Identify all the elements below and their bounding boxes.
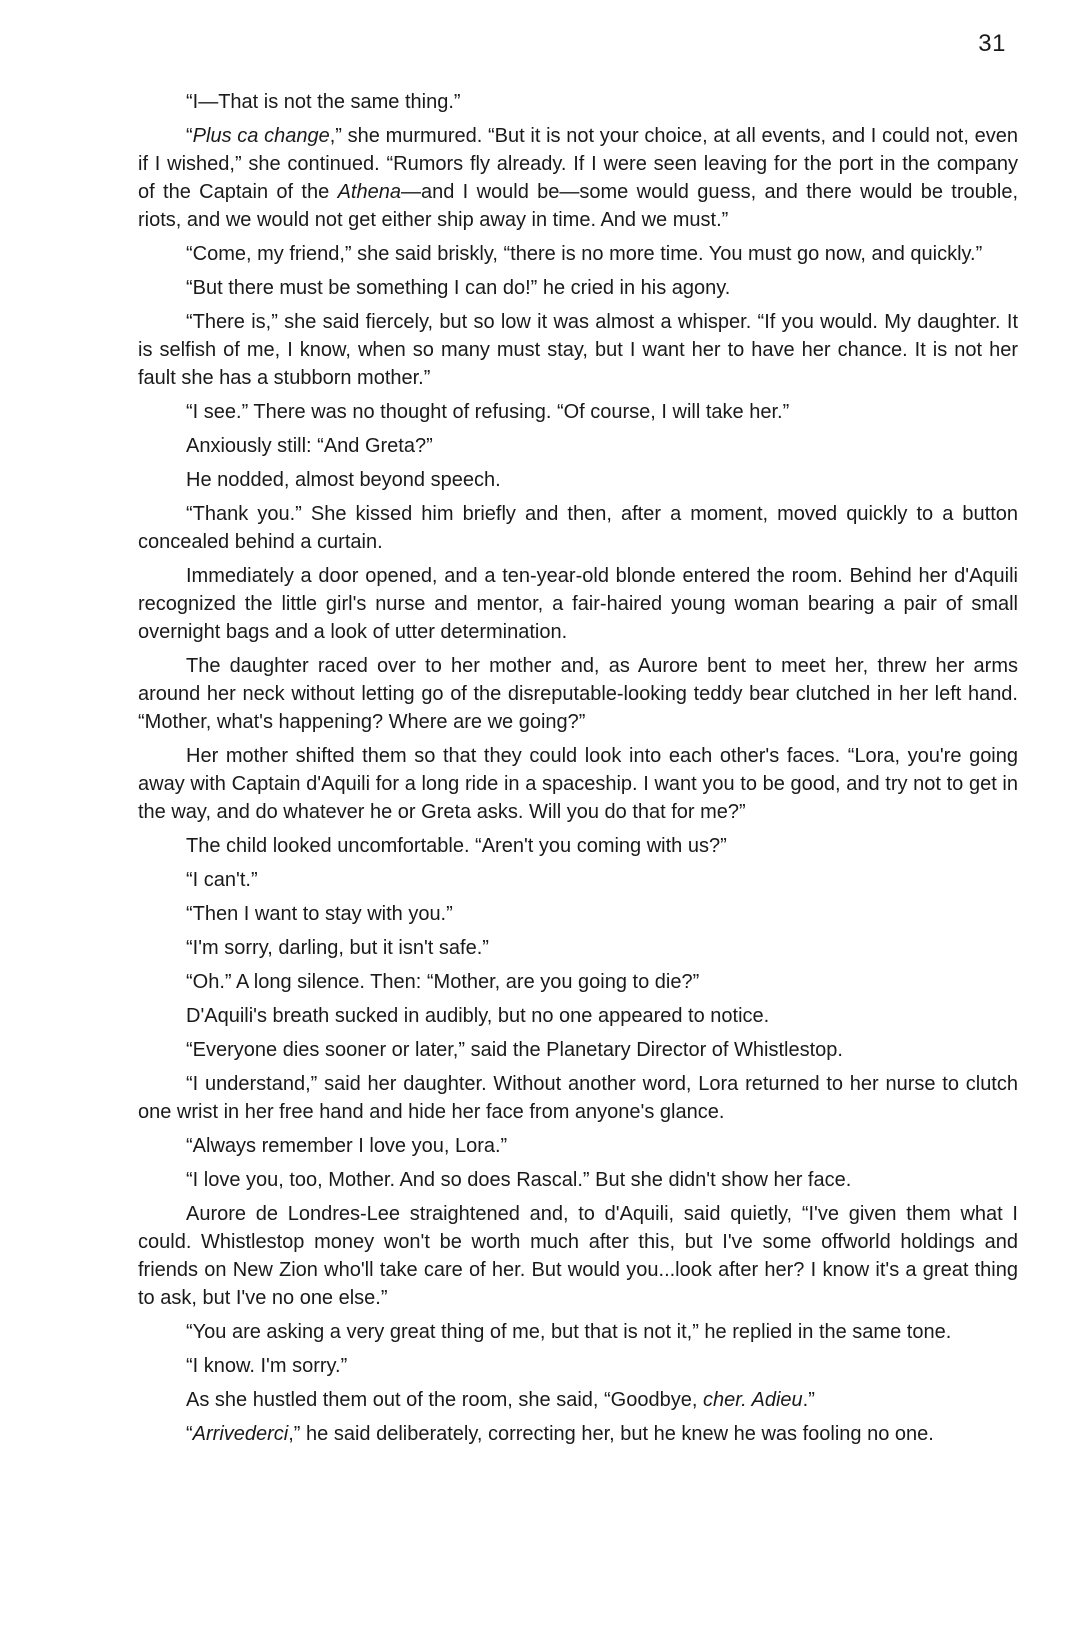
paragraph-14: “I can't.”: [186, 869, 258, 891]
paragraph-27: “Arrivederci,” he said deliberately, correcting her, but he knew he was fooling no one.: [186, 1423, 934, 1445]
paragraph-13: The child looked uncomfortable. “Aren't you coming with us?”: [186, 835, 727, 857]
paragraph-23: Aurore de Londres-Lee straightened and, to d'Aquili, said quietly, “I've given them what I could. Whistlestop money won't be worth much after this, but I've some offworld holdings and friends on New Zion who'll take care of her. But would you...look after her? I know it's a great thing to ask, but I've no one else.”: [138, 1203, 1018, 1309]
paragraph-24: “You are asking a very great thing of me, but that is not it,” he replied in the same tone.: [186, 1321, 952, 1343]
body-text: [138, 88, 1018, 1448]
paragraph-21: “Always remember I love you, Lora.”: [186, 1135, 508, 1157]
paragraph-10: Immediately a door opened, and a ten-year-old blonde entered the room. Behind her d'Aquili recognized the little girl's nurse and mentor, a fair-haired young woman bearing a pair of small overnight bags and a look of utter determination.: [138, 565, 1018, 643]
page-number: 31: [978, 30, 1006, 57]
paragraph-25: “I know. I'm sorry.”: [186, 1355, 348, 1377]
paragraph-1: “I—That is not the same thing.”: [186, 91, 461, 113]
paragraph-6: “I see.” There was no thought of refusing. “Of course, I will take her.”: [186, 401, 790, 423]
paragraph-2: “Plus ca change,” she murmured. “But it is not your choice, at all events, and I could not, even if I wished,” she continued. “Rumors fly already. If I were seen leaving for the port in the company of the Captain of the Athena—and I would be—some would guess, and there would be trouble, riots, and we would not get either ship away in time. And we must.”: [138, 125, 1018, 231]
paragraph-9: “Thank you.” She kissed him briefly and then, after a moment, moved quickly to a button concealed behind a curtain.: [138, 503, 1018, 553]
paragraph-12: Her mother shifted them so that they could look into each other's faces. “Lora, you're going away with Captain d'Aquili for a long ride in a spaceship. I want you to be good, and try not to get in the way, and do whatever he or Greta asks. Will you do that for me?”: [138, 745, 1018, 823]
paragraph-4: “But there must be something I can do!” he cried in his agony.: [186, 277, 731, 299]
paragraph-7: Anxiously still: “And Greta?”: [186, 435, 433, 457]
paragraph-11: The daughter raced over to her mother and, as Aurore bent to meet her, threw her arms around her neck without letting go of the disreputable-looking teddy bear clutched in her left hand. “Mother, what's happening? Where are we going?”: [138, 655, 1018, 733]
paragraph-19: “Everyone dies sooner or later,” said the Planetary Director of Whistlestop.: [186, 1039, 843, 1061]
paragraph-20: “I understand,” said her daughter. Without another word, Lora returned to her nurse to clutch one wrist in her free hand and hide her face from anyone's glance.: [138, 1073, 1018, 1123]
paragraph-26: As she hustled them out of the room, she said, “Goodbye, cher. Adieu.”: [186, 1389, 815, 1411]
paragraph-16: “I'm sorry, darling, but it isn't safe.”: [186, 937, 489, 959]
paragraph-3: “Come, my friend,” she said briskly, “there is no more time. You must go now, and quickly.”: [186, 243, 983, 265]
paragraph-15: “Then I want to stay with you.”: [186, 903, 453, 925]
paragraph-22: “I love you, too, Mother. And so does Rascal.” But she didn't show her face.: [186, 1169, 852, 1191]
paragraph-8: He nodded, almost beyond speech.: [186, 469, 501, 491]
paragraph-18: D'Aquili's breath sucked in audibly, but no one appeared to notice.: [186, 1005, 770, 1027]
paragraph-5: “There is,” she said fiercely, but so low it was almost a whisper. “If you would. My daughter. It is selfish of me, I know, when so many must stay, but I want her to have her chance. It is not her fault she has a stubborn mother.”: [138, 311, 1018, 389]
paragraph-17: “Oh.” A long silence. Then: “Mother, are you going to die?”: [186, 971, 700, 993]
